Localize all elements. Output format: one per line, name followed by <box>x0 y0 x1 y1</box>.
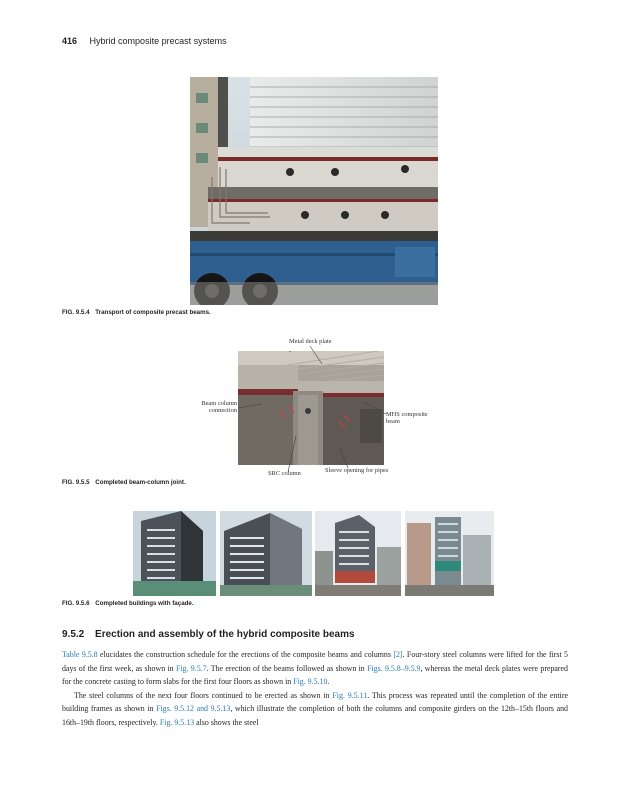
paragraph-1 <box>62 648 568 689</box>
section-heading <box>62 629 355 640</box>
building-photo-4 <box>405 511 494 596</box>
figure-number: FIG. 9.5.4 <box>62 309 90 316</box>
figure-link-9-5-11[interactable]: Fig. 9.5.11 <box>332 690 368 700</box>
label-beam-column-line1: Beam column <box>201 400 237 407</box>
text-run: also shows the steel <box>194 717 259 727</box>
label-mhs-line2: beam <box>386 418 400 426</box>
text-run: elucidates the construction schedule for the erections of the composite beams and columns <box>97 650 394 659</box>
figure-link-9-5-12-13[interactable]: Figs. 9.5.12 and 9.5.13 <box>156 704 231 714</box>
text-run: . <box>327 677 330 687</box>
figure-caption-text: Transport of composite precast beams. <box>95 309 211 316</box>
figure-link-9-5-13[interactable]: Fig. 9.5.13 <box>159 717 195 727</box>
section-number: 9.5.2 <box>62 629 85 640</box>
figure-link-9-5-8-9[interactable]: Figs. 9.5.8–9.5.9 <box>367 663 421 673</box>
figure-caption-text: Completed beam-column joint. <box>95 479 186 486</box>
figure-caption-text: Completed buildings with façade. <box>95 600 194 607</box>
paragraph-2 <box>62 689 568 730</box>
text-run: The steel columns of the next four floors continued to be erected as shown in <box>74 690 333 700</box>
building-photo-3 <box>315 511 401 596</box>
section-title-text: Erection and assembly of the hybrid composite beams <box>95 629 355 640</box>
figure-caption-9-5-6 <box>62 600 194 607</box>
text-run: . Four-story steel columns were lifted for the first 5 days of the first week, as shown in <box>62 650 568 673</box>
figure-link-9-5-10[interactable]: Fig. 9.5.10 <box>293 677 328 687</box>
body-text <box>62 648 568 730</box>
table-link-9-5-8[interactable]: Table 9.5.8 <box>62 650 98 659</box>
figure-number: FIG. 9.5.5 <box>62 479 90 486</box>
figure-link-9-5-7[interactable]: Fig. 9.5.7 <box>175 663 207 673</box>
text-run: , whereas the metal deck plates were prepared for the concrete casting to form slabs for the first four floors as shown in <box>62 663 568 687</box>
building-photo-2 <box>220 511 312 596</box>
text-run: . The erection of the beams followed as shown in <box>206 663 368 673</box>
citation-link-2[interactable]: [2] <box>393 650 403 659</box>
building-photo-1 <box>133 511 216 596</box>
figure-caption-9-5-5 <box>62 479 186 486</box>
page-number: 416 <box>62 36 78 46</box>
text-run: . This process was repeated until the completion of the entire building frames as shown in <box>62 690 569 714</box>
label-sleeve-opening: Sleeve opening for pipes <box>325 467 389 474</box>
figure-number: FIG. 9.5.6 <box>62 600 90 607</box>
label-metal-deck: Metal deck plate <box>289 338 332 345</box>
label-src-column: SRC column <box>268 470 301 477</box>
label-mhs-line1: MHS composite <box>386 411 428 418</box>
text-run: , which illustrate the completion of both the columns and composite girders on the 12th–15th floors and 16th–19th floors, respectively. <box>62 704 568 727</box>
running-title: Hybrid composite precast systems <box>89 36 227 46</box>
label-beam-column-line2: connection <box>208 407 237 415</box>
